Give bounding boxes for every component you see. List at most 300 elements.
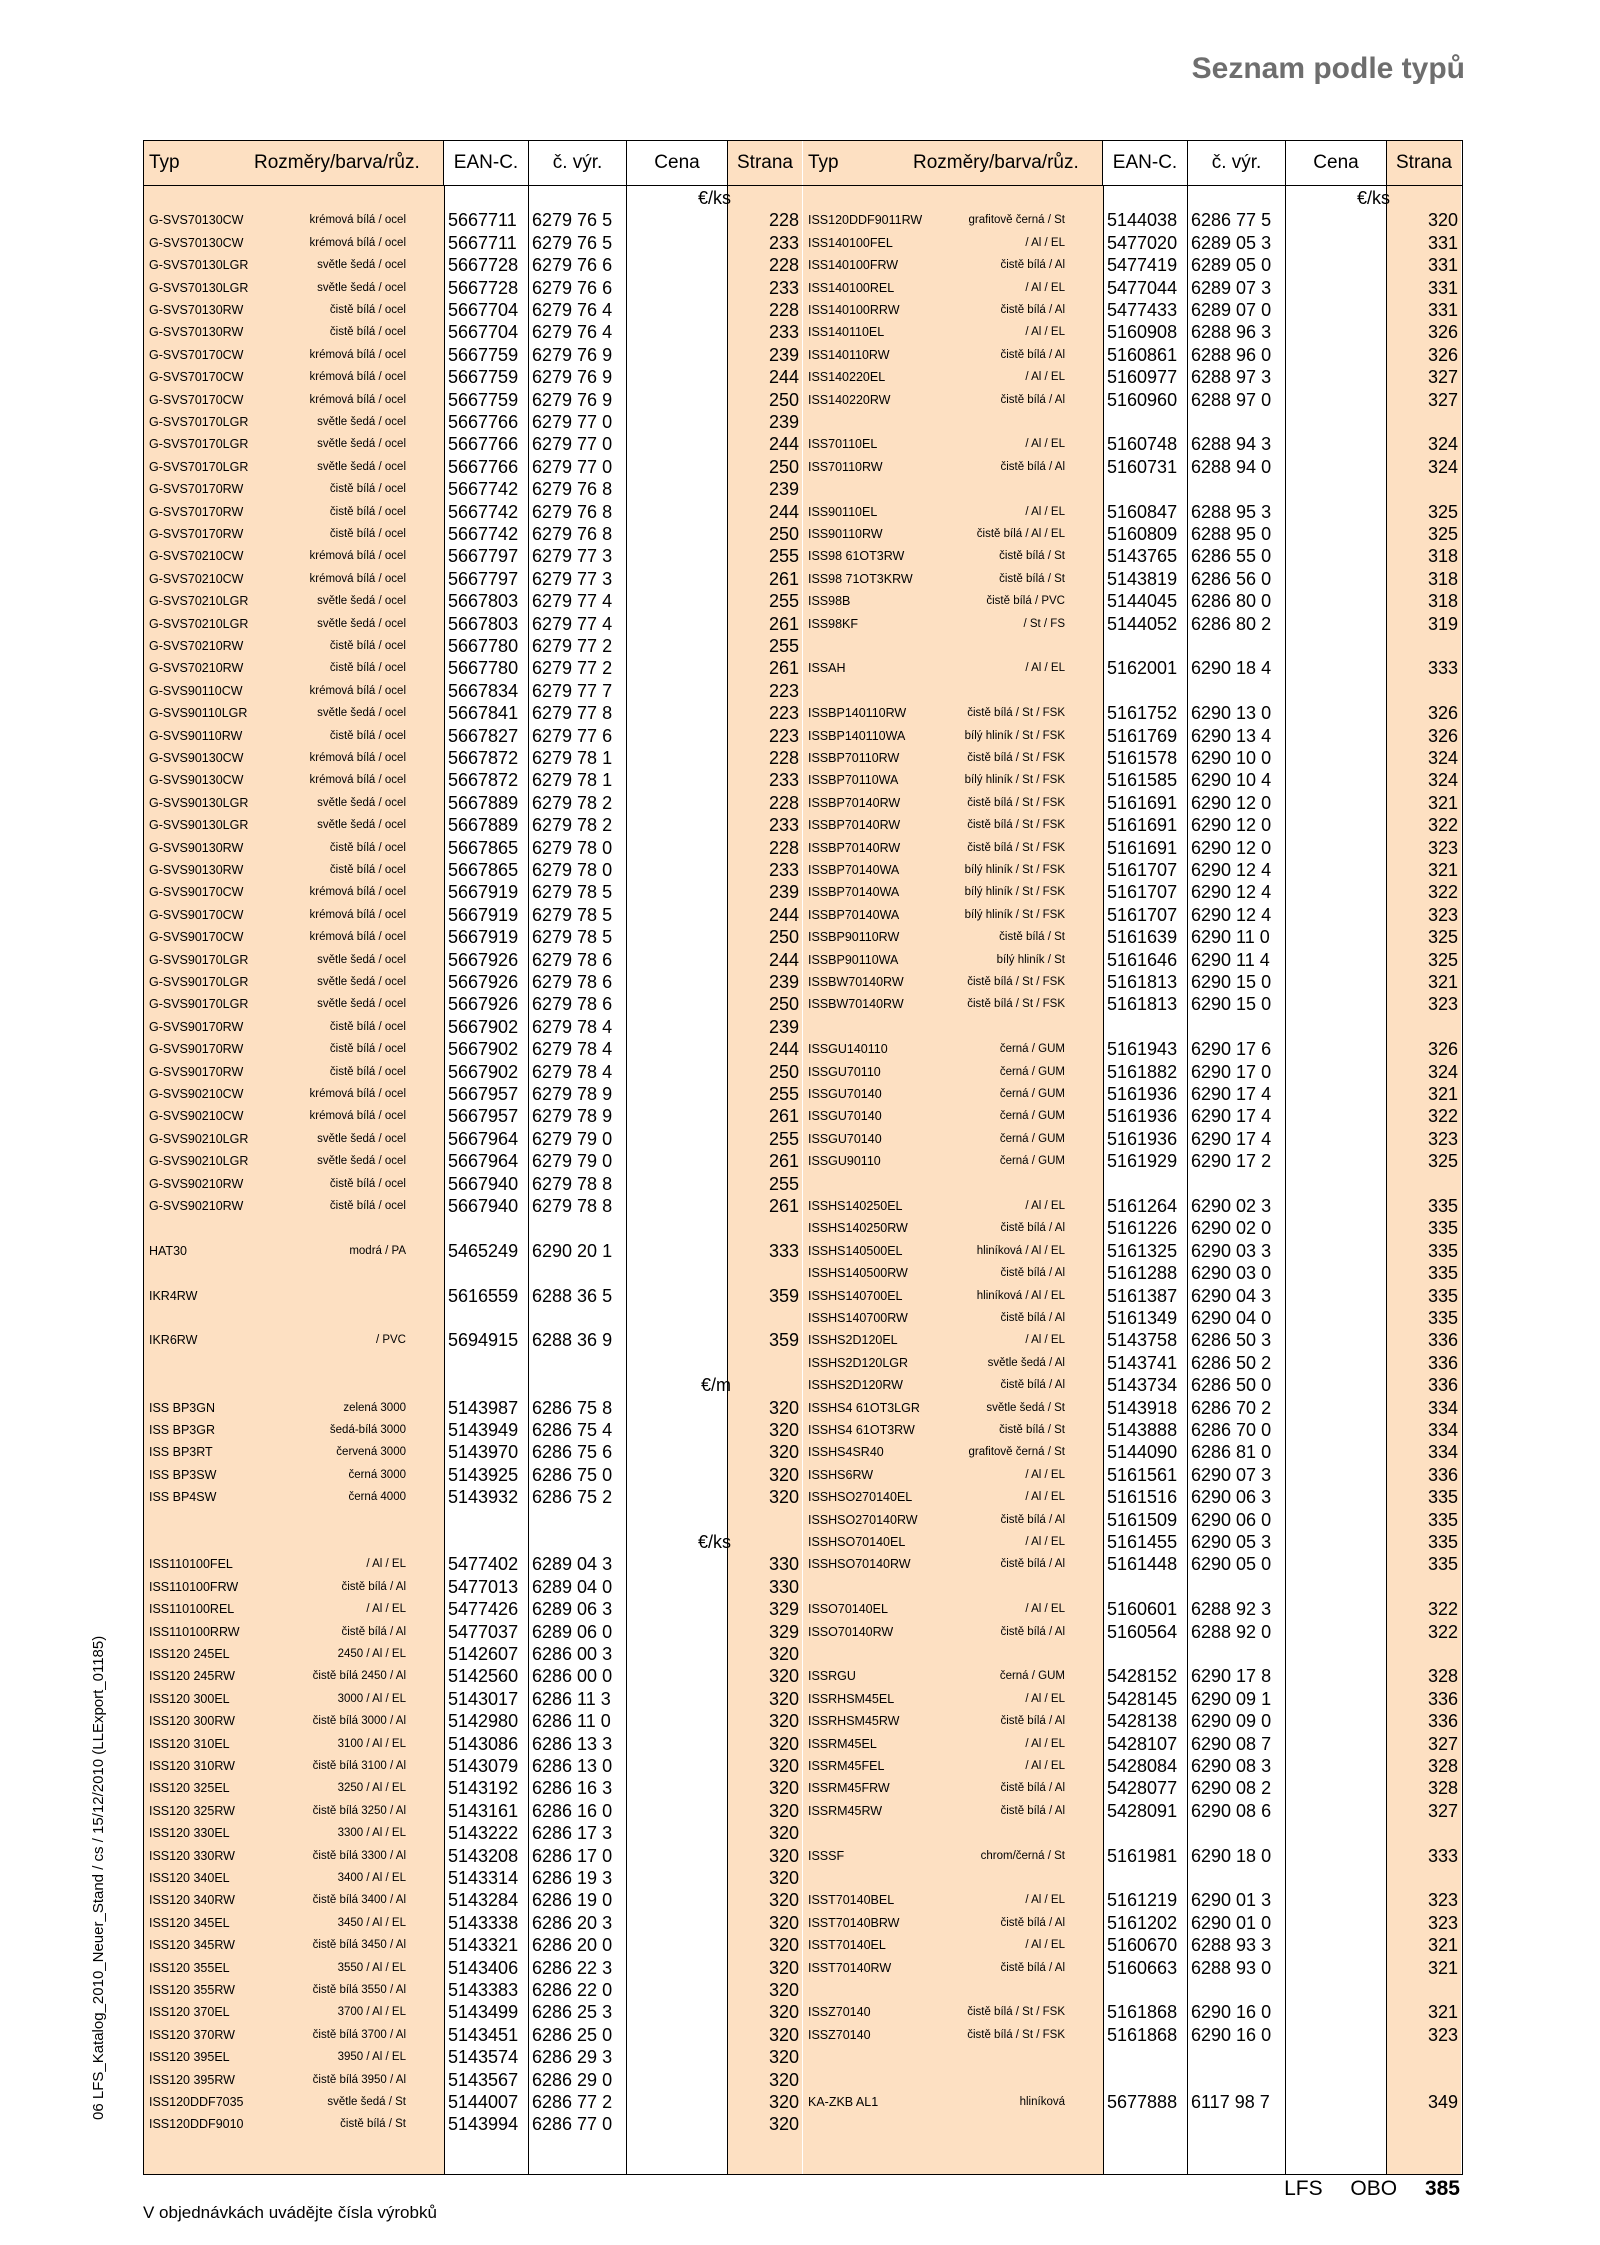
cell-art: 6286 29 0	[532, 2069, 613, 2090]
table-row	[803, 433, 1462, 455]
table-row	[144, 1486, 803, 1508]
cell-page: 319	[1427, 613, 1458, 634]
cell-desc: krémová bílá / ocel	[309, 348, 406, 361]
table-row	[144, 1240, 803, 1262]
table-row	[803, 254, 1462, 276]
table-row	[144, 1419, 803, 1441]
cell-ean: 5161813	[1107, 972, 1178, 992]
cell-desc: čistě bílá / ocel	[329, 662, 406, 675]
table-row	[803, 411, 1462, 433]
cell-code: ISSRHSM45RW	[808, 1714, 900, 1729]
cell-desc: čistě bílá / St / FSK	[967, 976, 1065, 988]
cell-art: 6279 77 0	[532, 434, 613, 455]
cell-desc: čistě bílá / ocel	[329, 864, 406, 876]
cell-code: G-SVS90210CW	[149, 1087, 244, 1101]
cell-page: 250	[768, 1061, 799, 1082]
cell-code: ISS110100REL	[149, 1602, 235, 1617]
cell-page: 325	[1427, 949, 1458, 970]
cell-desc: bílý hliník / St	[996, 953, 1065, 966]
cell-art: 6279 76 4	[532, 300, 613, 320]
header-ean: EAN-C.	[1103, 141, 1188, 185]
cell-art: 6286 29 3	[532, 2047, 613, 2068]
table-row	[144, 1979, 803, 2001]
cell-art: 6279 78 5	[532, 882, 613, 903]
cell-desc: čistě bílá 3300 / Al	[312, 1849, 406, 1862]
cell-desc: krémová bílá / ocel	[309, 572, 406, 585]
table-row	[803, 590, 1462, 612]
table-row	[803, 1262, 1462, 1284]
cell-art: 6288 96 0	[1191, 344, 1272, 365]
cell-art: 6290 12 0	[1191, 792, 1272, 813]
table-row	[803, 1329, 1462, 1351]
cell-code: G-SVS70210LGR	[149, 594, 249, 609]
table-row	[803, 1979, 1462, 2001]
cell-ean: 5143499	[448, 2002, 519, 2023]
table-row	[144, 814, 803, 836]
cell-page: 323	[1427, 1912, 1458, 1933]
cell-code: ISSO70140RW	[808, 1624, 894, 1639]
cell-desc: čistě bílá / Al	[1000, 304, 1065, 316]
table-row	[803, 792, 1462, 814]
cell-ean: 5161226	[1107, 1218, 1178, 1239]
cell-art: 6279 78 2	[532, 792, 613, 813]
cell-art: 6286 81 0	[1191, 1442, 1272, 1463]
table-row	[803, 837, 1462, 859]
cell-art: 6290 04 0	[1191, 1308, 1272, 1328]
table-row	[144, 590, 803, 612]
cell-page: 320	[768, 1688, 799, 1709]
cell-ean: 5143949	[448, 1420, 519, 1440]
cell-art: 6279 77 3	[532, 546, 613, 567]
cell-code: ISSRM45EL	[808, 1736, 877, 1751]
cell-ean: 5161943	[1107, 1039, 1178, 1060]
table-row	[144, 2091, 803, 2113]
cell-ean: 5667926	[448, 972, 519, 992]
cell-code: ISST70140EL	[808, 1938, 886, 1953]
table-row	[803, 1441, 1462, 1463]
cell-code: ISSBW70140RW	[808, 997, 904, 1012]
cell-page: 318	[1427, 568, 1458, 589]
cell-desc: černá / GUM	[999, 1065, 1065, 1078]
cell-ean: 5143338	[448, 1912, 519, 1933]
cell-art: 6290 01 0	[1191, 1912, 1272, 1933]
table-row	[803, 1128, 1462, 1150]
cell-code: ISSBP70140RW	[808, 795, 901, 810]
cell-page: 261	[768, 1151, 799, 1172]
cell-art: 6286 00 3	[532, 1644, 613, 1664]
cell-desc: čistě bílá / St / FSK	[967, 819, 1065, 832]
cell-ean: 5428107	[1107, 1733, 1178, 1754]
cell-page: 320	[768, 1733, 799, 1754]
cell-desc: čistě bílá / ocel	[329, 1177, 406, 1190]
cell-desc: světle šedá / St	[327, 2096, 406, 2108]
table-row	[803, 187, 1462, 209]
cell-art: 6290 13 4	[1191, 725, 1272, 746]
cell-ean: 5161202	[1107, 1912, 1178, 1933]
cell-code: G-SVS70130CW	[149, 235, 244, 250]
table-row	[803, 904, 1462, 926]
cell-desc: čistě bílá 3550 / Al	[312, 1984, 406, 1996]
table-row	[803, 1486, 1462, 1508]
cell-art: 6286 13 3	[532, 1733, 613, 1754]
cell-code: ISS70110RW	[808, 459, 883, 474]
cell-ean: 5144090	[1107, 1442, 1178, 1463]
cell-desc: / Al / EL	[1025, 236, 1065, 249]
cell-code: ISS110100RRW	[149, 1624, 240, 1639]
cell-ean: 5161455	[1107, 1532, 1178, 1552]
cell-desc: / Al / EL	[1025, 1468, 1065, 1481]
table-row	[803, 1665, 1462, 1687]
cell-art: 6290 02 3	[1191, 1196, 1272, 1216]
cell-page: 255	[768, 1128, 799, 1149]
cell-page: 323	[1427, 1128, 1458, 1149]
cell-code: ISST70140BEL	[808, 1893, 895, 1908]
cell-ean: 5465249	[448, 1240, 519, 1261]
cell-code: ISSHSO70140EL	[808, 1535, 906, 1549]
cell-art: 6286 55 0	[1191, 546, 1272, 567]
table-row	[144, 769, 803, 791]
cell-desc: čistě bílá / Al	[341, 1625, 406, 1638]
cell-art: 6290 20 1	[532, 1240, 613, 1261]
cell-ean: 5143574	[448, 2047, 519, 2068]
cell-ean: 5161691	[1107, 815, 1178, 836]
cell-art: 6279 77 0	[532, 456, 613, 477]
cell-art: 6279 76 9	[532, 367, 613, 388]
cell-page: 323	[1427, 904, 1458, 925]
cell-code: ISS120 355RW	[149, 1983, 235, 1997]
cell-ean: 5667940	[448, 1173, 519, 1194]
cell-art: 6279 78 5	[532, 904, 613, 925]
cell-art: 6290 09 0	[1191, 1711, 1272, 1732]
cell-ean: 5143284	[448, 1890, 519, 1911]
cell-art: 6289 07 0	[1191, 300, 1272, 320]
header-cena: Cena	[1286, 141, 1387, 185]
cell-code: G-SVS70170LGR	[149, 437, 249, 452]
cell-code: G-SVS70170RW	[149, 482, 244, 497]
table-row	[144, 1733, 803, 1755]
cell-art: 6290 15 0	[1191, 994, 1272, 1015]
cell-desc: čistě bílá / St / FSK	[967, 796, 1065, 809]
cell-desc: / Al / EL	[1025, 326, 1065, 339]
cell-page: 233	[768, 860, 799, 880]
cell-page: 261	[768, 1106, 799, 1127]
cell-desc: čistě bílá / Al	[1000, 259, 1065, 272]
cell-code: G-SVS90130LGR	[149, 795, 249, 810]
cell-page: 255	[768, 1084, 799, 1104]
table-row	[803, 993, 1462, 1015]
cell-code: ISSAH	[808, 661, 846, 676]
cell-desc: čistě bílá 3700 / Al	[312, 2028, 406, 2041]
table-row	[144, 1755, 803, 1777]
table-row	[803, 2046, 1462, 2068]
cell-art: 6290 13 0	[1191, 703, 1272, 724]
cell-art: 6290 03 0	[1191, 1263, 1272, 1284]
cell-desc: čistě bílá / Al	[1000, 348, 1065, 361]
cell-art: 6290 11 4	[1191, 949, 1270, 970]
cell-code: G-SVS90170CW	[149, 907, 244, 922]
cell-ean: 5143192	[448, 1778, 519, 1799]
cell-ean: 5161561	[1107, 1464, 1178, 1485]
cell-art: 6286 13 0	[532, 1756, 613, 1776]
cell-art: 6279 76 8	[532, 524, 613, 544]
table-row	[144, 523, 803, 545]
cell-page: 324	[1427, 770, 1458, 791]
table-row	[144, 680, 803, 702]
cell-desc: / Al / EL	[1025, 281, 1065, 294]
product-table	[143, 140, 1463, 2175]
cell-ean: 5161288	[1107, 1263, 1178, 1284]
table-row	[803, 1957, 1462, 1979]
cell-art: 6279 77 8	[532, 703, 613, 724]
cell-page: 336	[1427, 1688, 1458, 1709]
cell-art: 6286 75 6	[532, 1442, 613, 1463]
cell-ean: 5143321	[448, 1935, 519, 1956]
cell-code: ISS120 345RW	[149, 1938, 235, 1953]
table-row	[803, 1083, 1462, 1105]
cell-code: ISSHSO270140EL	[808, 1490, 913, 1505]
cell-page: 322	[1427, 882, 1458, 903]
cell-art: 6279 78 1	[532, 770, 613, 791]
cell-page: 228	[768, 255, 799, 276]
cell-art: 6286 50 2	[1191, 1352, 1272, 1373]
cell-code: G-SVS70170CW	[149, 370, 244, 385]
cell-code: ISSRM45RW	[808, 1803, 883, 1818]
cell-ean: 5161769	[1107, 725, 1178, 746]
cell-art: 6286 75 2	[532, 1487, 613, 1508]
cell-art: 6288 93 3	[1191, 1935, 1272, 1956]
cell-art: 6279 77 0	[532, 412, 613, 432]
cell-desc: bílý hliník / St / FSK	[964, 774, 1065, 787]
cell-desc: čistě bílá / ocel	[329, 729, 406, 742]
cell-desc: čistě bílá / ocel	[329, 1065, 406, 1078]
table-row	[144, 1038, 803, 1060]
cell-art: 6286 75 4	[532, 1420, 613, 1440]
cell-code: ISS120DDF7035	[149, 2095, 244, 2109]
table-row	[803, 1285, 1462, 1307]
cell-code: ISSHSO270140RW	[808, 1512, 918, 1527]
cell-code: ISS140110EL	[808, 325, 885, 340]
cell-code: ISSHS2D120RW	[808, 1378, 903, 1393]
cell-code: ISS98KF	[808, 616, 859, 631]
table-row	[144, 299, 803, 321]
cell-art: 6286 11 0	[532, 1711, 611, 1732]
cell-art: 6279 78 8	[532, 1196, 613, 1216]
cell-page: 320	[768, 1756, 799, 1776]
cell-page: 335	[1427, 1532, 1458, 1552]
cell-art: 6290 17 8	[1191, 1666, 1272, 1687]
cell-ean: 5161646	[1107, 949, 1178, 970]
cell-page: 359	[768, 1285, 799, 1306]
cell-ean: 5667797	[448, 546, 519, 567]
cell-code: ISSHS6RW	[808, 1467, 874, 1482]
cell-art: 6286 80 2	[1191, 613, 1272, 634]
cell-ean: 5160908	[1107, 322, 1178, 343]
cell-art: 6289 07 3	[1191, 277, 1272, 298]
cell-ean: 5667957	[448, 1106, 519, 1127]
cell-art: 6290 05 0	[1191, 1554, 1272, 1575]
cell-page: 318	[1427, 591, 1458, 612]
table-row	[144, 1934, 803, 1956]
cell-code: ISS120DDF9010	[149, 2117, 244, 2132]
cell-ean: 5667742	[448, 501, 519, 522]
cell-desc: / Al / EL	[1025, 1894, 1065, 1907]
cell-ean: 5160564	[1107, 1621, 1178, 1642]
table-row	[803, 1531, 1462, 1553]
cell-page: 244	[768, 949, 799, 970]
cell-ean: 5160748	[1107, 434, 1178, 455]
table-row	[803, 1576, 1462, 1598]
cell-ean: 5161936	[1107, 1106, 1178, 1127]
cell-page: 335	[1427, 1218, 1458, 1239]
cell-page: 329	[768, 1599, 799, 1620]
cell-code: ISSBP70140RW	[808, 840, 901, 855]
cell-ean: 5143741	[1107, 1352, 1178, 1373]
cell-page: 239	[768, 1016, 799, 1037]
cell-code: ISSBW70140RW	[808, 975, 904, 989]
cell-page: 331	[1427, 277, 1458, 298]
cell-desc: černá 4000	[348, 1491, 406, 1504]
cell-page: 255	[768, 1173, 799, 1194]
cell-desc: 3000 / Al / EL	[337, 1692, 406, 1705]
cell-page: 336	[1427, 1352, 1458, 1373]
cell-art: 6290 16 0	[1191, 2002, 1272, 2023]
cell-art: 6279 78 5	[532, 927, 613, 948]
cell-code: G-SVS90130RW	[149, 840, 244, 855]
cell-ean: 5667872	[448, 770, 519, 791]
cell-page: 327	[1427, 1800, 1458, 1821]
table-row	[144, 1845, 803, 1867]
cell-art: 6279 76 5	[532, 232, 613, 253]
cell-page: 322	[1427, 815, 1458, 836]
table-row	[803, 299, 1462, 321]
cell-page: 359	[768, 1330, 799, 1351]
cell-page: 335	[1427, 1554, 1458, 1575]
cell-ean: 5667766	[448, 412, 519, 432]
cell-desc: / Al / EL	[1025, 1737, 1065, 1750]
cell-ean: 5161578	[1107, 748, 1178, 768]
cell-page: 321	[1427, 860, 1458, 880]
cell-ean: 5161929	[1107, 1151, 1178, 1172]
cell-desc: světle šedá / ocel	[317, 707, 406, 720]
cell-art: 6290 17 4	[1191, 1106, 1272, 1127]
cell-desc: čistě bílá / Al / EL	[976, 528, 1065, 540]
table-row	[144, 254, 803, 276]
cell-art: 6289 06 3	[532, 1599, 613, 1620]
cell-ean: 5161448	[1107, 1554, 1178, 1575]
cell-code: ISS120 370RW	[149, 2027, 235, 2042]
catalog-export-note: 06 LFS_Katalog_2010_Neuer_Stand / cs / 15/12/2010 (LLExport_01185)	[90, 1635, 107, 2120]
cell-ean: 5144007	[448, 2092, 519, 2112]
cell-ean: 5161707	[1107, 860, 1178, 880]
cell-desc: čistě bílá / St / FSK	[967, 2028, 1065, 2041]
cell-code: G-SVS90130CW	[149, 773, 244, 788]
cell-ean: 5667902	[448, 1061, 519, 1082]
cell-page: 333	[768, 1240, 799, 1261]
cell-ean: 5144052	[1107, 613, 1178, 634]
table-row	[803, 657, 1462, 679]
cell-ean: 5160960	[1107, 389, 1178, 410]
cell-page: 320	[768, 1935, 799, 1956]
cell-page: 320	[768, 2024, 799, 2045]
cell-desc: čistě bílá 3950 / Al	[312, 2073, 406, 2086]
cell-desc: čistě bílá / St	[999, 1424, 1065, 1436]
cell-desc: krémová bílá / ocel	[309, 236, 406, 249]
cell-desc: světle šedá / ocel	[317, 438, 406, 451]
cell-ean: 5161707	[1107, 882, 1178, 903]
cell-code: G-SVS90170CW	[149, 930, 244, 945]
cell-price: €/m	[700, 1375, 731, 1396]
cell-code: ISSHSO70140RW	[808, 1557, 911, 1572]
cell-desc: čistě bílá / Al	[1000, 1625, 1065, 1638]
cell-code: ISS120 310RW	[149, 1759, 235, 1773]
cell-page: 322	[1427, 1599, 1458, 1620]
cell-ean: 5142607	[448, 1644, 519, 1664]
cell-page: 324	[1427, 1061, 1458, 1082]
table-row	[803, 1621, 1462, 1643]
table-row	[144, 949, 803, 971]
cell-code: ISST70140BRW	[808, 1915, 900, 1930]
cell-code: G-SVS90130RW	[149, 863, 244, 877]
cell-art: 6289 05 3	[1191, 232, 1272, 253]
cell-ean: 5161639	[1107, 927, 1178, 948]
cell-price: €/ks	[697, 188, 731, 208]
table-row	[144, 1800, 803, 1822]
table-row	[144, 433, 803, 455]
cell-art: 6290 01 3	[1191, 1890, 1272, 1911]
cell-page: 250	[768, 456, 799, 477]
table-row	[803, 1822, 1462, 1844]
cell-page: 320	[768, 2114, 799, 2135]
cell-page: 325	[1427, 1151, 1458, 1172]
cell-desc: světle šedá / ocel	[317, 819, 406, 832]
cell-ean: 5616559	[448, 1285, 519, 1306]
table-row	[144, 1957, 803, 1979]
table-row	[144, 1509, 803, 1531]
cell-page: 228	[768, 748, 799, 768]
cell-ean: 5143819	[1107, 568, 1178, 589]
cell-code: G-SVS90210LGR	[149, 1131, 249, 1146]
cell-desc: grafitově černá / St	[968, 214, 1065, 227]
cell-art: 6290 17 0	[1191, 1061, 1272, 1082]
cell-code: ISSBP70110WA	[808, 773, 899, 788]
cell-art: 6279 78 6	[532, 994, 613, 1015]
cell-page: 331	[1427, 255, 1458, 276]
table-row	[803, 389, 1462, 411]
cell-art: 6286 25 0	[532, 2024, 613, 2045]
table-row	[144, 1397, 803, 1419]
cell-desc: krémová bílá / ocel	[309, 550, 406, 563]
cell-desc: / Al / EL	[1025, 1939, 1065, 1952]
cell-page: 327	[1427, 367, 1458, 388]
cell-art: 6290 15 0	[1191, 972, 1272, 992]
cell-code: ISSGU140110	[808, 1042, 888, 1057]
cell-desc: čistě bílá / ocel	[329, 640, 406, 652]
cell-ean: 5667964	[448, 1151, 519, 1172]
cell-page: 228	[768, 300, 799, 320]
cell-page: 320	[768, 2069, 799, 2090]
cell-page: 320	[768, 1890, 799, 1911]
cell-code: ISS BP4SW	[149, 1490, 217, 1505]
cell-code: ISSHS2D120LGR	[808, 1355, 909, 1370]
table-row	[144, 635, 803, 657]
cell-art: 6286 19 3	[532, 1868, 613, 1888]
table-row	[144, 1128, 803, 1150]
cell-ean: 5161707	[1107, 904, 1178, 925]
cell-desc: čistě bílá / PVC	[986, 595, 1065, 608]
cell-code: G-SVS90110RW	[149, 728, 243, 743]
order-footnote: V objednávkách uvádějte čísla výrobků	[143, 2203, 437, 2222]
cell-code: ISS90110EL	[808, 504, 878, 519]
